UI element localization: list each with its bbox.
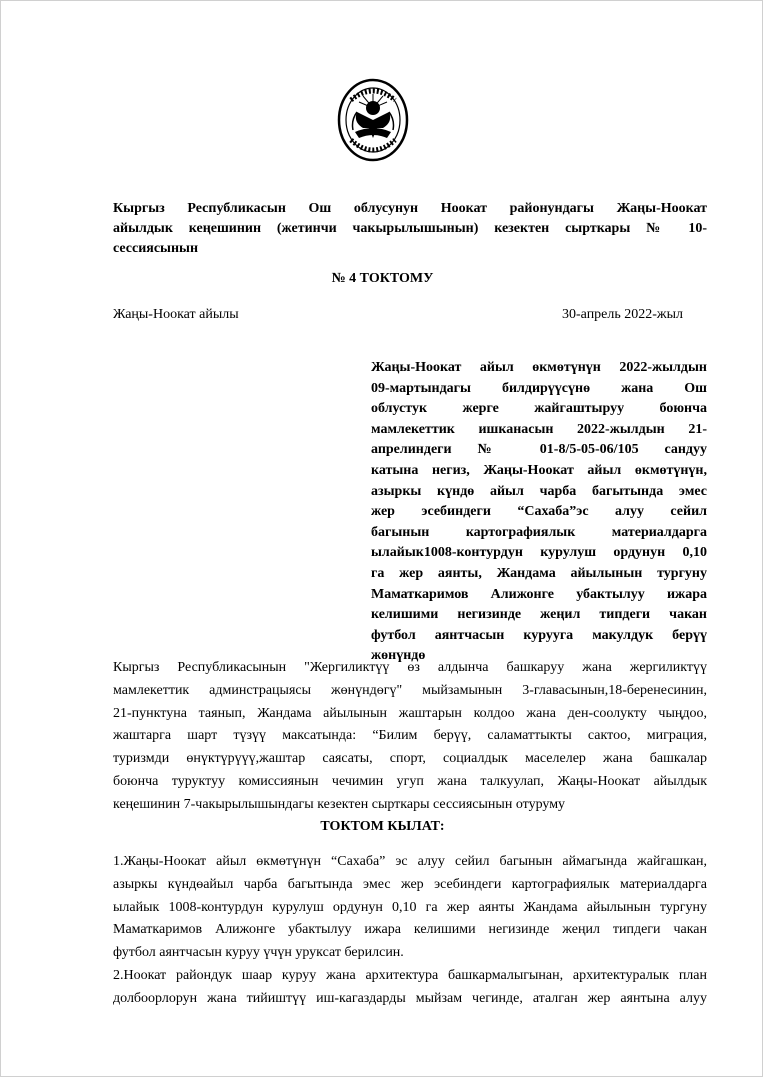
preamble-line: туризмди өнүктүрүүү,жаштар саясаты, спорт, социалдык маселелер жана башкалар [113,751,707,767]
preamble-line: 21-пунктуна таянып, Жандама айылынын жаштарын колдоо жана ден-соолукту чыңдоо, [113,705,707,721]
subject-line: жөнүндө [371,648,426,664]
preamble-line: кеңешинин 7-чакырылышындагы кезектен сырткары сессиясынын отуруму [113,796,566,812]
subject-line: апрелиндеги № 01-8/5-05-06/105 сандуу [371,442,707,458]
subject-line: мамлекеттик ишканасын 2022-жылдын 21- [371,421,707,437]
subject-line: келишими негизинде жеңил типдеги чакан [371,607,707,623]
preamble-line: боюнча туруктуу комиссиянын чечимин угуп жана талкуулап, Жаңы-Ноокат айылдык [113,773,707,789]
resolve-heading: ТОКТОМ КЫЛАТ: [320,819,445,834]
item1-line: футбол аянтчасын куруу үчүн уруксат берилсин. [113,945,404,961]
council-session-header [113,199,707,259]
decree-date: 30-апрель 2022-жыл [562,307,683,322]
subject-line: 09-мартындагы билдирүүсүнө жана Ош [371,380,707,396]
subject-line: га жер аянты, Жандама айылынын тургуну [371,565,707,581]
decree-subject [371,358,707,667]
header-line: сессиясынын [113,241,199,256]
item1-line: ылайык 1008-контурдун курулуш ордунун 0,10 га жер аянты Жандама айылынын тургуну [113,899,707,915]
decree-place: Жаңы-Ноокат айылы [113,307,239,322]
item1-line: 1.Жаңы-Ноокат айыл өкмөтүнүн “Сахаба” эс алуу сейил багынын аймагында жайгашкан, [113,854,707,869]
subject-line: ылайык1008-контурдун курулуш ордунун 0,10 [371,545,707,561]
header-line: айылдык кеңешинин (жетинчи чакырылышынын) кезектен сырткары № 10- [113,221,707,236]
resolution-item-1 [113,851,707,965]
subject-line: азыркы күндө айыл чарба багытында эмес [371,483,707,499]
subject-line: футбол аянтчасын курууга макулдук берүү [371,627,707,643]
header-line: Кыргыз Республикасын Ош облусунун Ноокат районундагы Жаңы-Ноокат [113,201,707,216]
subject-line: Маматкаримов Алижонге убактылуу ижара [371,586,707,602]
item2-line: 2.Ноокат райондук шаар куруу жана архитектура башкармалыгынан, архитектуралык план [113,968,707,983]
preamble-line: Кыргыз Республикасынын "Жергиликтүү өз алдынча башкаруу жана жергиликтүү [113,660,707,675]
subject-line: катына негиз, Жаңы-Ноокат айыл өкмөтүнүн, [371,462,707,478]
preamble-paragraph [113,657,707,817]
kyrgyz-state-emblem-icon [337,78,409,162]
subject-line: облустук жерге жайгаштыруу боюнча [371,401,707,417]
item1-line: Маматкаримов Алижонге убактылуу ижара келишими негизинде жеңил типдеги чакан [113,922,707,938]
decree-title: № 4 ТОКТОМУ [331,271,434,286]
subject-line: багынын картографиялык материалдарга [371,524,707,540]
item2-line: долбоорлорун жана тийиштүү иш-кагаздарды мыйзам чегинде, аталган жер аянтына алуу [113,990,707,1006]
subject-line: Жаңы-Ноокат айыл өкмөтүнүн 2022-жылдын [371,360,707,375]
item1-line: азыркы күндөайыл чарба багытында эмес жер эсебиндеги картографиялык материалдарга [113,876,707,892]
preamble-line: мамлекеттик админстрацыясы жөнүндөгү" мыйзамынын 3-главасынын,18-беренесинин, [113,682,707,698]
resolution-item-2 [113,965,707,1011]
subject-line: жер эсебиндеги “Сахаба”эс алуу сейил [371,504,707,520]
preamble-line: жаштарга шарт түзүү максатында: “Билим берүү, саламаттыкты сактоо, миграция, [113,728,707,744]
